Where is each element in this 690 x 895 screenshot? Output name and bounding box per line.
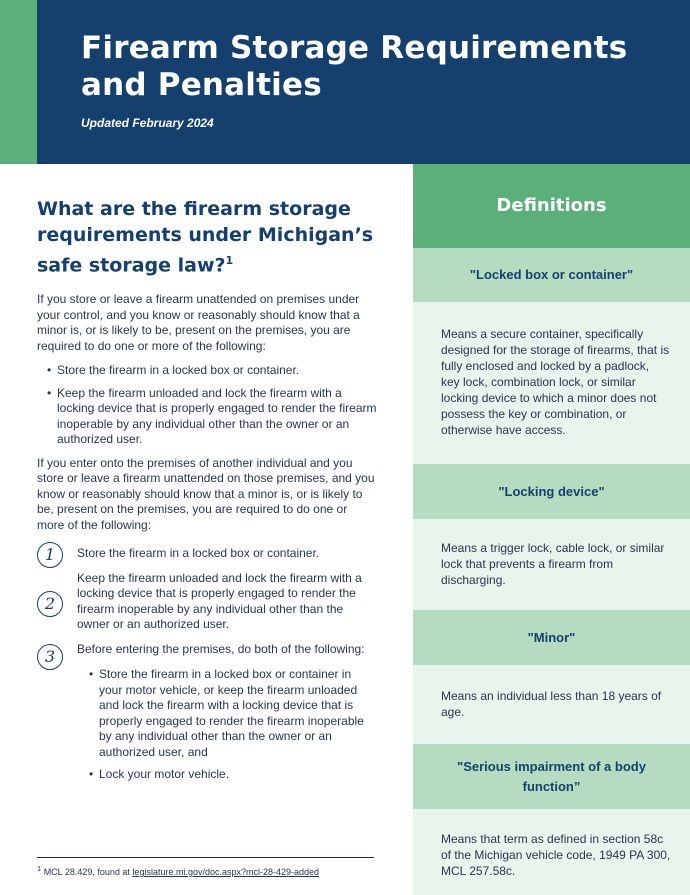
main-content xyxy=(37,196,377,792)
list-item: • Keep the firearm unloaded and lock the firearm with a locking device that is properly engaged to render the firearm inoperable by any individual other than the owner or an authorized user. xyxy=(57,386,377,448)
updated-date: Updated February 2024 xyxy=(81,116,214,130)
definition-minor: Means an individual less than 18 years of age. xyxy=(441,689,662,719)
number-2-circle: 2 xyxy=(37,591,63,617)
footnote-ref: 1 xyxy=(225,254,234,267)
list-item: • Store the firearm in a locked box or container. xyxy=(57,363,377,379)
number-3-circle: 3 xyxy=(37,644,63,670)
vehicle-list xyxy=(77,667,377,783)
term-locking-device: "Locking device" xyxy=(413,464,690,519)
definition-locked-box: Means a secure container, specifically designed for the storage of firearms, that is fully enclosed and locked by a padlock, key lock, combination lock, or similar locking device to which a minor does not possess the key or combination, or otherwise have access. xyxy=(441,327,670,437)
paragraph-own-premises: If you store or leave a firearm unattended on premises under your control, and you know or reasonably should know that a minor is, or is likely to be, present on the premises, you are required to do one or more of the following: xyxy=(37,292,360,353)
header-accent-bar xyxy=(0,0,37,164)
numbered-item-text: Keep the firearm unloaded and lock the firearm with a locking device that is properly engaged to render the firearm inoperable by any individual other than the owner or an authorized user. xyxy=(77,570,362,632)
paragraph-other-premises: If you enter onto the premises of another individual and you store or leave a firearm unattended on those premises, and you know or reasonably should know that a minor is, or is likely to be, present on the premises, you are required to do one or more of the following: xyxy=(37,455,375,532)
definition-locking-device: Means a trigger lock, cable lock, or similar lock that prevents a firearm from discharging. xyxy=(441,541,665,587)
section-heading xyxy=(37,196,377,278)
page-title: Firearm Storage Requirements and Penalties xyxy=(81,30,628,103)
footnote-number: 1 xyxy=(37,864,42,873)
term-minor: "Minor" xyxy=(413,610,690,665)
definitions-title: Definitions xyxy=(413,164,690,248)
term-serious-impairment: "Serious impairment of a body function” xyxy=(413,744,690,809)
numbered-item-text: Store the firearm in a locked box or container. xyxy=(77,546,320,561)
number-1-circle: 1 xyxy=(37,542,63,568)
list-item: • Lock your motor vehicle. xyxy=(99,767,377,783)
section-heading-text: What are the firearm storage requirements under Michigan’s safe storage law? xyxy=(37,198,374,277)
numbered-item-3 xyxy=(37,642,377,783)
own-premises-list xyxy=(37,363,377,448)
footnote-text: MCL 28.429, found at xyxy=(43,867,130,877)
footnote xyxy=(37,857,374,877)
numbered-item-1 xyxy=(37,542,377,565)
numbered-item-2 xyxy=(37,571,377,633)
list-item: • Store the firearm in a locked box or container in your motor vehicle, or keep the firearm unloaded and lock the firearm with a locking device that is properly engaged to render the firearm inoperable by any individual other than the owner or an authorized user, and xyxy=(99,667,377,760)
numbered-item-text: Before entering the premises, do both of the following: xyxy=(77,641,365,656)
definition-serious-impairment: Means that term as defined in section 58c of the Michigan vehicle code, 1949 PA 300, MCL 257.58c. xyxy=(441,832,671,878)
page-header xyxy=(0,0,690,164)
footnote-link[interactable]: legislature.mi.gov/doc.aspx?mcl-28-429-added xyxy=(132,867,320,877)
definitions-panel xyxy=(413,164,690,895)
term-locked-box: "Locked box or container" xyxy=(413,248,690,302)
